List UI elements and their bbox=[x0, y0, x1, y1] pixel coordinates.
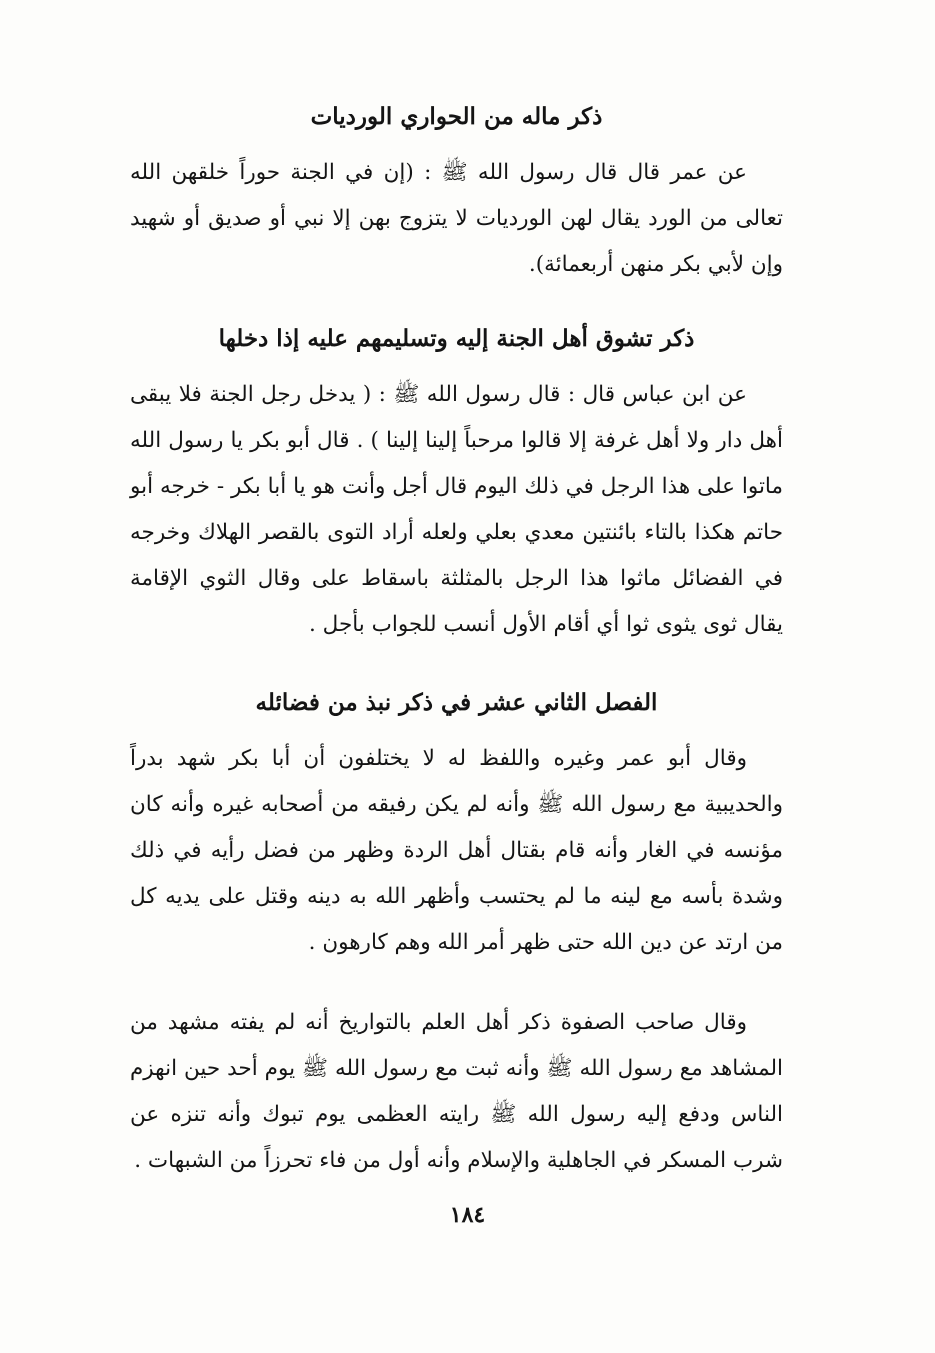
section-chapter-twelve bbox=[130, 686, 783, 1184]
section-hawari bbox=[130, 100, 783, 288]
page-number: ١٨٤ bbox=[449, 1202, 486, 1228]
section-tashawwuq bbox=[130, 322, 783, 648]
paragraph: عن عمر قال قال رسول الله ﷺ : (إن في الجنة حوراً خلقهن الله تعالى من الورد يقال لهن الورديات لا يتزوج بهن إلا نبي أو صديق أو شهيد وإن لأبي بكر منهن أربعمائة). bbox=[130, 160, 783, 277]
section-heading: ذكر تشوق أهل الجنة إليه وتسليمهم عليه إذا دخلها bbox=[218, 325, 695, 352]
paragraph: عن ابن عباس قال : قال رسول الله ﷺ : ( يدخل رجل الجنة فلا يبقى أهل دار ولا أهل غرفة إلا قالوا مرحباً إلينا إلينا ) . قال أبو بكر يا رسول الله ماتوا على هذا الرجل في ذلك اليوم قال أجل وأنت هو يا أبا بكر - خرجه أبو حاتم هكذا بالتاء بائنتين معدي بعلي ولعله أراد التوى بالقصر الهلاك وخرجه في الفضائل ماثوا هذا الرجل بالمثلثة باسقاط على وقال الثوي الإقامة يقال ثوى يثوى ثوا أي أقام الأول أنسب للجواب بأجل . bbox=[130, 382, 783, 637]
chapter-heading: الفصل الثاني عشر في ذكر نبذ من فضائله bbox=[255, 689, 658, 716]
paragraph: وقال صاحب الصفوة ذكر أهل العلم بالتواريخ أنه لم يفته مشهد من المشاهد مع رسول الله ﷺ وأنه ثبت مع رسول الله ﷺ يوم أحد حين انهزم الناس ودفع إليه رسول الله ﷺ رايته العظمى يوم تبوك وأنه تنزه عن شرب المسكر في الجاهلية والإسلام وأنه أول من فاء تحرزاً من الشبهات . bbox=[130, 1010, 783, 1173]
section-heading: ذكر ماله من الحواري الورديات bbox=[310, 103, 603, 130]
paragraph: وقال أبو عمر وغيره واللفظ له لا يختلفون أن أبا بكر شهد بدراً والحديبية مع رسول الله ﷺ وأنه لم يكن رفيقه من أصحابه غيره وأنه كان مؤنسه في الغار وأنه قام بقتال أهل الردة وظهر من فضل رأيه في ذلك وشدة بأسه مع لينه ما لم يحتسب وأظهر الله به دينه وقتل على يديه كل من ارتد عن دين الله حتى ظهر أمر الله وهم كارهون . bbox=[130, 746, 783, 955]
